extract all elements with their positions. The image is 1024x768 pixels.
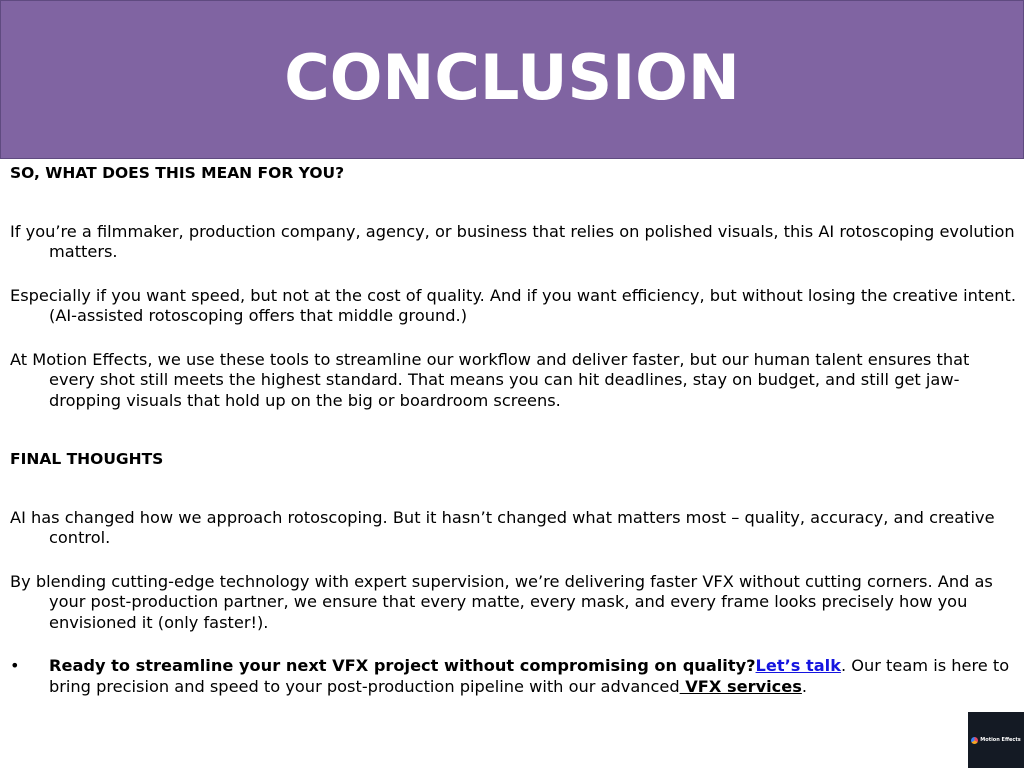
spacer (10, 411, 1016, 449)
content-body (10, 163, 1016, 697)
spacer (10, 184, 1016, 222)
page-title: CONCLUSION (284, 41, 740, 114)
vfx-services-link[interactable]: VFX services (679, 676, 802, 696)
cta-bullet (10, 656, 1016, 697)
spacer (10, 263, 1016, 286)
section-heading-final-thoughts: FINAL THOUGHTS (10, 450, 164, 468)
paragraph: If you’re a filmmaker, production company, agency, or business that relies on polished visuals, this AI rotoscoping evolution matters. (10, 221, 1015, 261)
paragraph: Especially if you want speed, but not at the cost of quality. And if you want efficiency, but without losing the creative intent. (AI-assisted rotoscoping offers that middle ground.) (10, 285, 1016, 325)
spacer (10, 327, 1016, 350)
bullet-icon: • (10, 656, 20, 675)
spacer (10, 470, 1016, 508)
cta-end-text: . (801, 676, 808, 696)
header-banner (0, 0, 1024, 159)
lets-talk-link[interactable]: Let’s talk (755, 656, 841, 675)
logo-text: Motion Effects (980, 737, 1021, 743)
cta-middle-text: . Our team is here to bring precision and speed to your post-production pipeline with our advanced (49, 656, 1010, 696)
paragraph: AI has changed how we approach rotoscoping. But it hasn’t changed what matters most – quality, accuracy, and creative control. (10, 507, 995, 547)
spacer (10, 633, 1016, 656)
cta-strong-text: Ready to streamline your next VFX project without compromising on quality? (49, 656, 756, 675)
motion-effects-logo (968, 712, 1024, 768)
spacer (10, 549, 1016, 572)
paragraph: By blending cutting-edge technology with expert supervision, we’re delivering faster VFX without cutting corners. And as your post-production partner, we ensure that every matte, every mask, and every frame looks precisely how you envisioned it (only faster!). (10, 571, 993, 632)
logo-mark-icon (971, 737, 978, 744)
section-heading-meaning: SO, WHAT DOES THIS MEAN FOR YOU? (10, 164, 345, 182)
paragraph: At Motion Effects, we use these tools to streamline our workflow and deliver faster, but our human talent ensures that every shot still meets the highest standard. That means you can hit deadlines, stay on budget, and still get jaw-dropping visuals that hold up on the big or boardroom screens. (10, 349, 970, 410)
